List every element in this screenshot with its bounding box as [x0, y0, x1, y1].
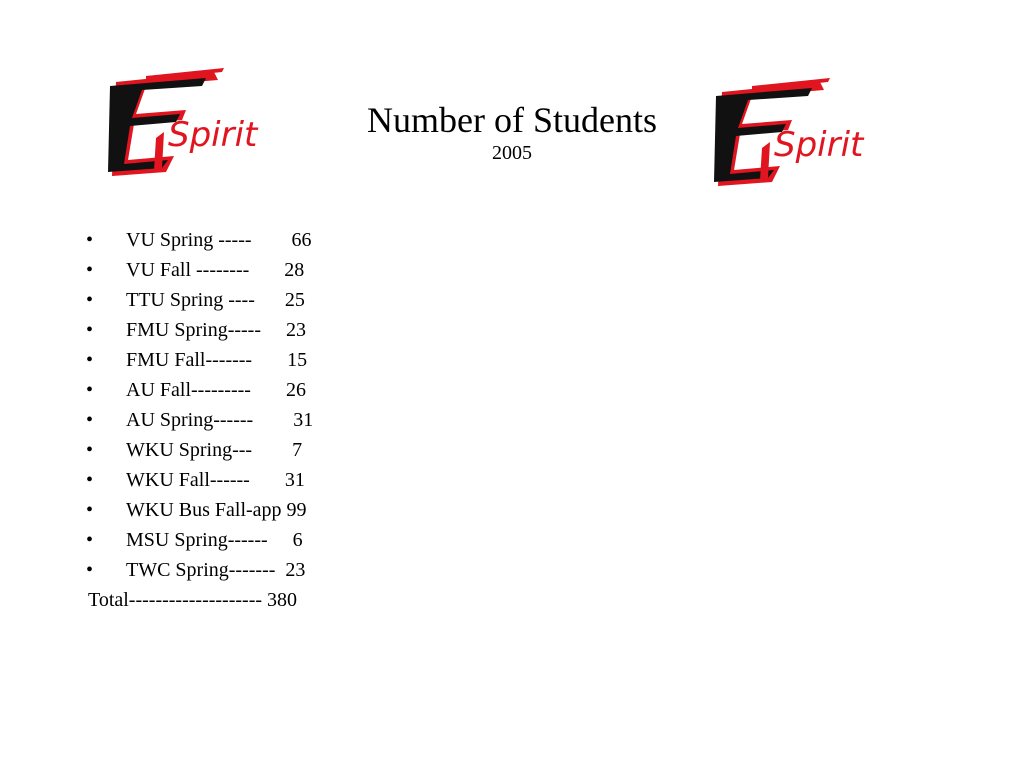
total-line: Total-------------------- 380 [88, 589, 298, 611]
svg-text:Spirit: Spirit [168, 115, 258, 155]
list-item-text: AU Spring------ 31 [126, 409, 314, 431]
bullet-icon: • [86, 349, 94, 371]
bullet-icon: • [86, 229, 94, 251]
bullet-icon: • [86, 319, 94, 341]
bullet-icon: • [86, 529, 94, 551]
list-item [86, 525, 313, 555]
page-title: Number of Students [367, 100, 657, 140]
list-item [86, 285, 313, 315]
bullet-icon: • [86, 559, 94, 581]
espirit-logo-graphic [712, 74, 892, 192]
list-item-text: WKU Spring--- 7 [126, 439, 303, 461]
list-item-text: WKU Bus Fall-app 99 [126, 499, 307, 521]
page-subtitle: 2005 [492, 142, 532, 164]
list-item-text: VU Fall -------- 28 [126, 259, 305, 281]
list-item-text: MSU Spring------ 6 [126, 529, 303, 551]
bullet-icon: • [86, 409, 94, 431]
list-item-text: VU Spring ----- 66 [126, 229, 312, 251]
bullet-icon: • [86, 379, 94, 401]
list-item [86, 495, 313, 525]
bullet-icon: • [86, 289, 94, 311]
list-item-text: FMU Spring----- 23 [126, 319, 306, 341]
bullet-icon: • [86, 469, 94, 491]
bullet-icon: • [86, 499, 94, 521]
list-item-text: TTU Spring ---- 25 [126, 289, 305, 311]
list-item [86, 435, 313, 465]
list-item-text: WKU Fall------ 31 [126, 469, 305, 491]
list-item [86, 555, 313, 585]
list-item [86, 315, 313, 345]
espirit-logo-left [106, 64, 286, 182]
list-item-text: FMU Fall------- 15 [126, 349, 308, 371]
list-item-text: AU Fall--------- 26 [126, 379, 306, 401]
student-count-list [86, 225, 313, 585]
list-item [86, 465, 313, 495]
list-item-text: TWC Spring------- 23 [126, 559, 306, 581]
bullet-icon: • [86, 439, 94, 461]
list-item [86, 405, 313, 435]
list-item [86, 375, 313, 405]
espirit-logo-right [712, 74, 892, 192]
list-item [86, 255, 313, 285]
svg-text:Spirit: Spirit [774, 125, 864, 165]
list-item [86, 225, 313, 255]
bullet-icon: • [86, 259, 94, 281]
espirit-logo-graphic [106, 64, 286, 182]
list-item [86, 345, 313, 375]
title-block [312, 100, 712, 166]
